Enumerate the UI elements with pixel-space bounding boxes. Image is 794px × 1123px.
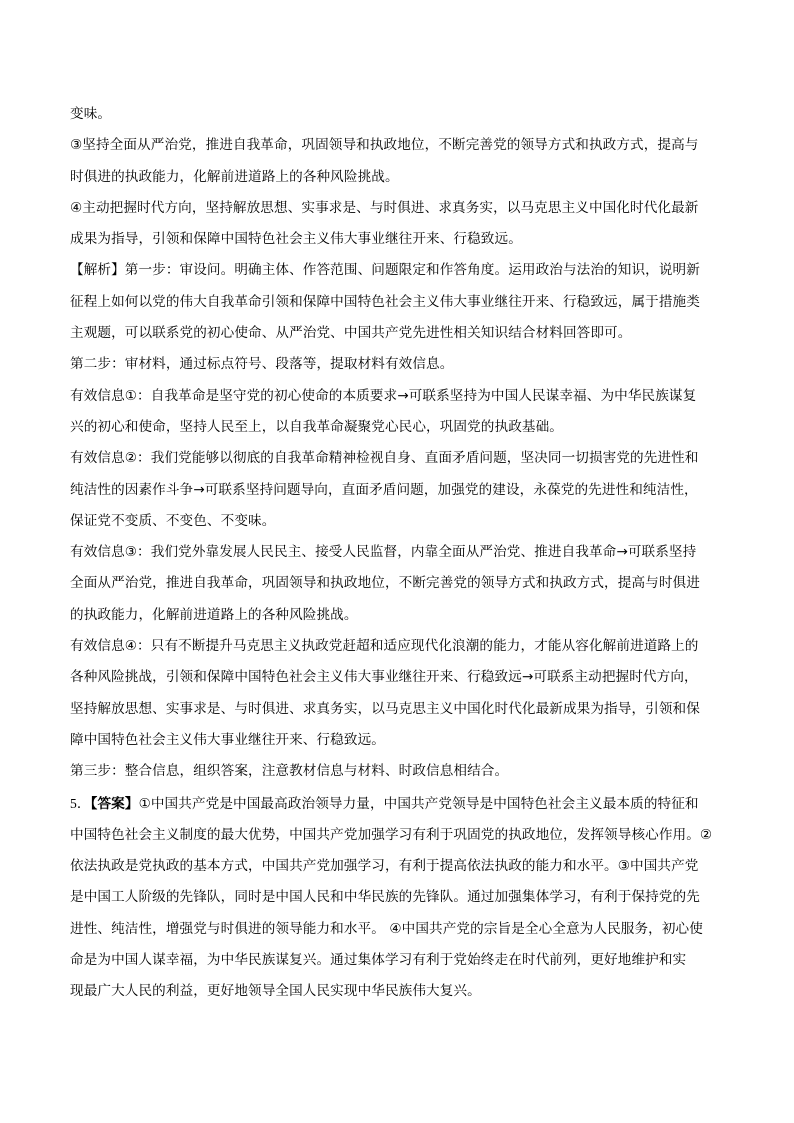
answer-text: ①中国共产党是中国最高政治领导力量，中国共产党领导是中国特色社会主义最本质的特征和 — [138, 795, 699, 812]
text-line: 依法执政是党执政的基本方式，中国共产党加强学习，有利于提高依法执政的能力和水平。③中国共产党 — [70, 858, 699, 875]
question-number: 5． — [70, 795, 91, 811]
text-line: 成果为指导，引领和保障中国特色社会主义伟大事业继往开来、行稳致远。 — [70, 231, 522, 248]
text-line: 兴的初心和使命，坚持人民至上，以自我革命凝聚党心民心，巩固党的执政基础。 — [70, 418, 563, 435]
text-line: 有效信息③：我们党外靠发展人民民主、接受人民监督，内靠全面从严治党、推进自我革命→可联系坚持 — [70, 544, 697, 561]
text-line: 纯洁性的因素作斗争→可联系坚持问题导向，直面矛盾问题，加强党的建设，永葆党的先进性和纯洁性， — [70, 481, 698, 498]
text-line: 变味。 — [70, 106, 112, 122]
text-line: 障中国特色社会主义伟大事业继往开来、行稳致远。 — [70, 731, 385, 748]
text-line: 是中国工人阶级的先锋队，同时是中国人民和中华民族的先锋队。通过加强集体学习，有利于保持党的先 — [70, 889, 700, 906]
text-line: 时俱进的执政能力，化解前进道路上的各种风险挑战。 — [70, 168, 399, 185]
answer-first-line — [70, 788, 724, 820]
text-line: 各种风险挑战，引领和保障中国特色社会主义伟大事业继往开来、行稳致远→可联系主动把握时代方向， — [70, 669, 698, 686]
answer-tag: 【答案】 — [90, 795, 139, 812]
text-line: ③坚持全面从严治党，推进自我革命，巩固领导和执政地位，不断完善党的领导方式和执政方式，提高与 — [70, 137, 699, 154]
text-line: 主观题，可以联系党的初心使命、从严治党、中国共产党先进性相关知识结合材料回答即可。 — [70, 325, 632, 342]
text-line: 有效信息②：我们党能够以彻底的自我革命精神检视自身、直面矛盾问题，坚决同一切损害党的先进性和 — [70, 450, 699, 467]
text-block — [70, 99, 724, 1008]
text-line: 现最广大人民的利益，更好地领导全国人民实现中华民族伟大复兴。 — [70, 983, 481, 1000]
text-line: 中国特色社会主义制度的最大优势，中国共产党加强学习有利于巩固党的执政地位，发挥领导核心作用。② — [70, 826, 713, 843]
text-line: 第二步：审材料，通过标点符号、段落等，提取材料有效信息。 — [70, 356, 454, 373]
text-line: 有效信息④：只有不断提升马克思主义执政党赶超和适应现代化浪潮的能力，才能从容化解前进道路上的 — [70, 638, 699, 655]
text-line: 的执政能力，化解前进道路上的各种风险挑战。 — [70, 606, 358, 623]
text-line: 【解析】第一步：审设问。明确主体、作答范围、问题限定和作答角度。运用政治与法治的知识，说明新 — [70, 262, 700, 279]
document-body — [70, 99, 724, 1008]
text-line: 全面从严治党，推进自我革命，巩固领导和执政地位，不断完善党的领导方式和执政方式，提高与时俱进 — [70, 575, 700, 592]
text-line: 命是为中国人谋幸福，为中华民族谋复兴。通过集体学习有利于党始终走在时代前列，更好地维护和实 — [70, 952, 687, 969]
text-line: ④主动把握时代方向，坚持解放思想、实事求是、与时俱进、求真务实，以马克思主义中国化时代化最新 — [70, 199, 699, 216]
text-line: 坚持解放思想、实事求是、与时俱进、求真务实，以马克思主义中国化时代化最新成果为指导，引领和保 — [70, 700, 700, 717]
text-line: 保证党不变质、不变色、不变味。 — [70, 512, 276, 529]
text-line: 征程上如何以党的伟大自我革命引领和保障中国特色社会主义伟大事业继往开来、行稳致远，属于措施类 — [70, 293, 700, 310]
text-line: 进性、纯洁性，增强党与时俱进的领导能力和水平。 ④中国共产党的宗旨是全心全意为人民服务，初心使 — [70, 920, 703, 937]
text-line: 有效信息①：自我革命是坚守党的初心使命的本质要求→可联系坚持为中国人民谋幸福、为中华民族谋复 — [70, 387, 697, 404]
text-line: 第三步：整合信息，组织答案，注意教材信息与材料、时政信息相结合。 — [70, 763, 509, 780]
